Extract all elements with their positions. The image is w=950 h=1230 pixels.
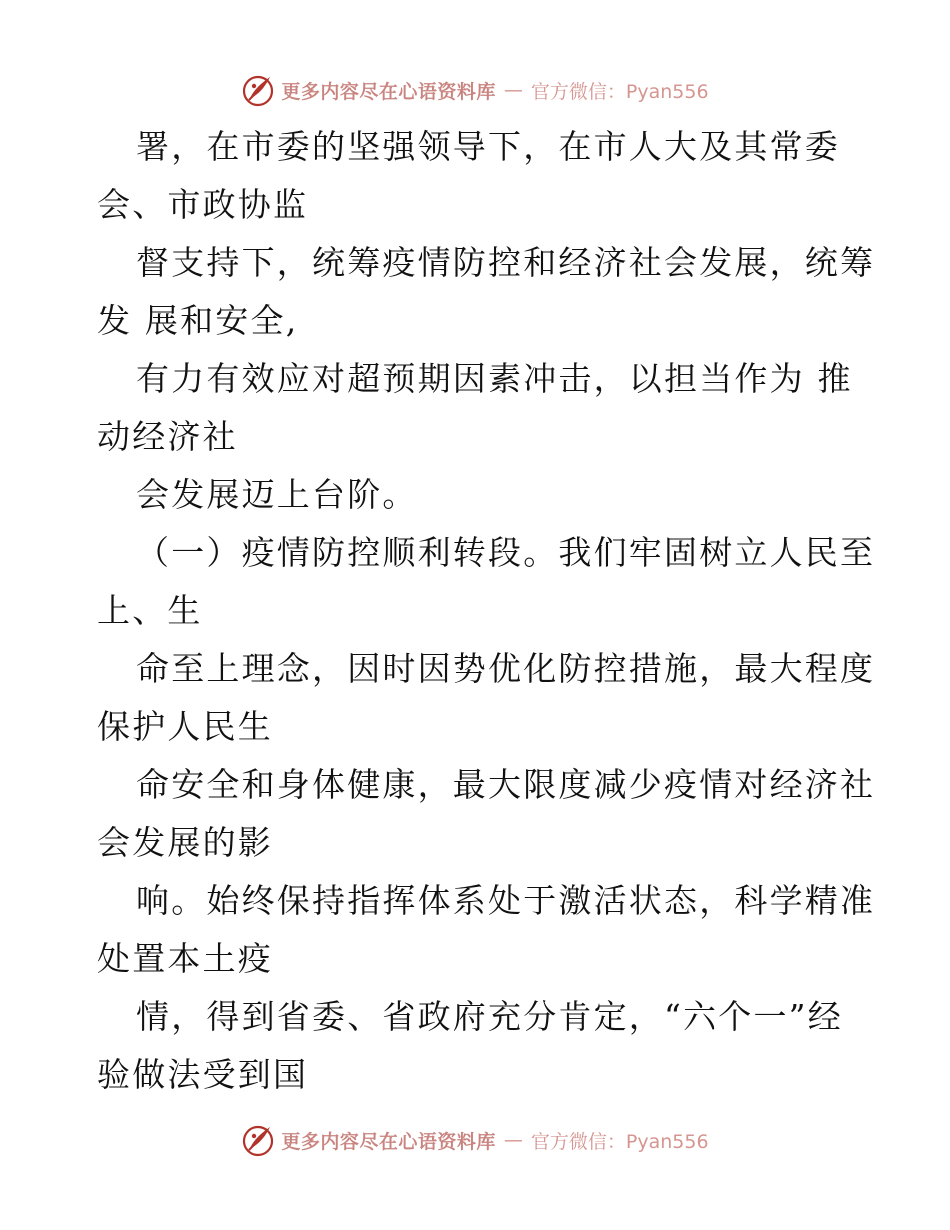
header-banner xyxy=(0,70,950,110)
footer-banner-wechat: 官方微信：Pyan556 xyxy=(530,1130,709,1153)
text-line: 处置本土疫 xyxy=(97,939,273,978)
header-banner-text: 更多内容尽在心语资料库 xyxy=(281,80,496,103)
text-line: 保护人民生 xyxy=(97,707,273,746)
text-line: 命安全和身体健康，最大限度减少疫情对经济社 xyxy=(136,765,876,804)
text-line: 验做法受到国 xyxy=(97,1055,309,1094)
text-line: 命至上理念，因时因势优化防控措施，最大程度 xyxy=(136,649,876,688)
text-line: 会发展迈上台阶。 xyxy=(136,475,418,514)
text-line: 上、生 xyxy=(97,591,203,630)
text-line: 动经济社 xyxy=(97,417,238,456)
footer-banner-separator: — xyxy=(503,1129,523,1151)
text-line: 督支持下，统筹疫情防控和经济社会发展，统筹 xyxy=(136,243,876,282)
text-line: 署，在市委的坚强领导下，在市人大及其常委 xyxy=(136,127,840,166)
quill-logo-icon xyxy=(241,1123,275,1157)
footer-banner-text: 更多内容尽在心语资料库 xyxy=(281,1130,496,1153)
footer-banner-content xyxy=(241,1123,708,1157)
text-line: （一）疫情防控顺利转段。我们牢固树立人民至 xyxy=(136,533,876,572)
footer-banner xyxy=(0,1120,950,1160)
quill-logo-icon xyxy=(241,73,275,107)
header-banner-separator: — xyxy=(503,79,523,101)
header-banner-wechat: 官方微信：Pyan556 xyxy=(530,80,709,103)
text-line: 有力有效应对超预期因素冲击，以担当作为 推 xyxy=(136,359,853,398)
text-line: 响。始终保持指挥体系处于激活状态，科学精准 xyxy=(136,881,876,920)
text-line: 会、市政协监 xyxy=(97,185,309,224)
text-line: 会发展的影 xyxy=(97,823,273,862)
header-banner-content xyxy=(241,73,708,107)
text-line: 情，得到省委、省政府充分肯定，“六个一”经 xyxy=(136,997,843,1036)
text-line: 发 展和安全, xyxy=(97,301,299,340)
